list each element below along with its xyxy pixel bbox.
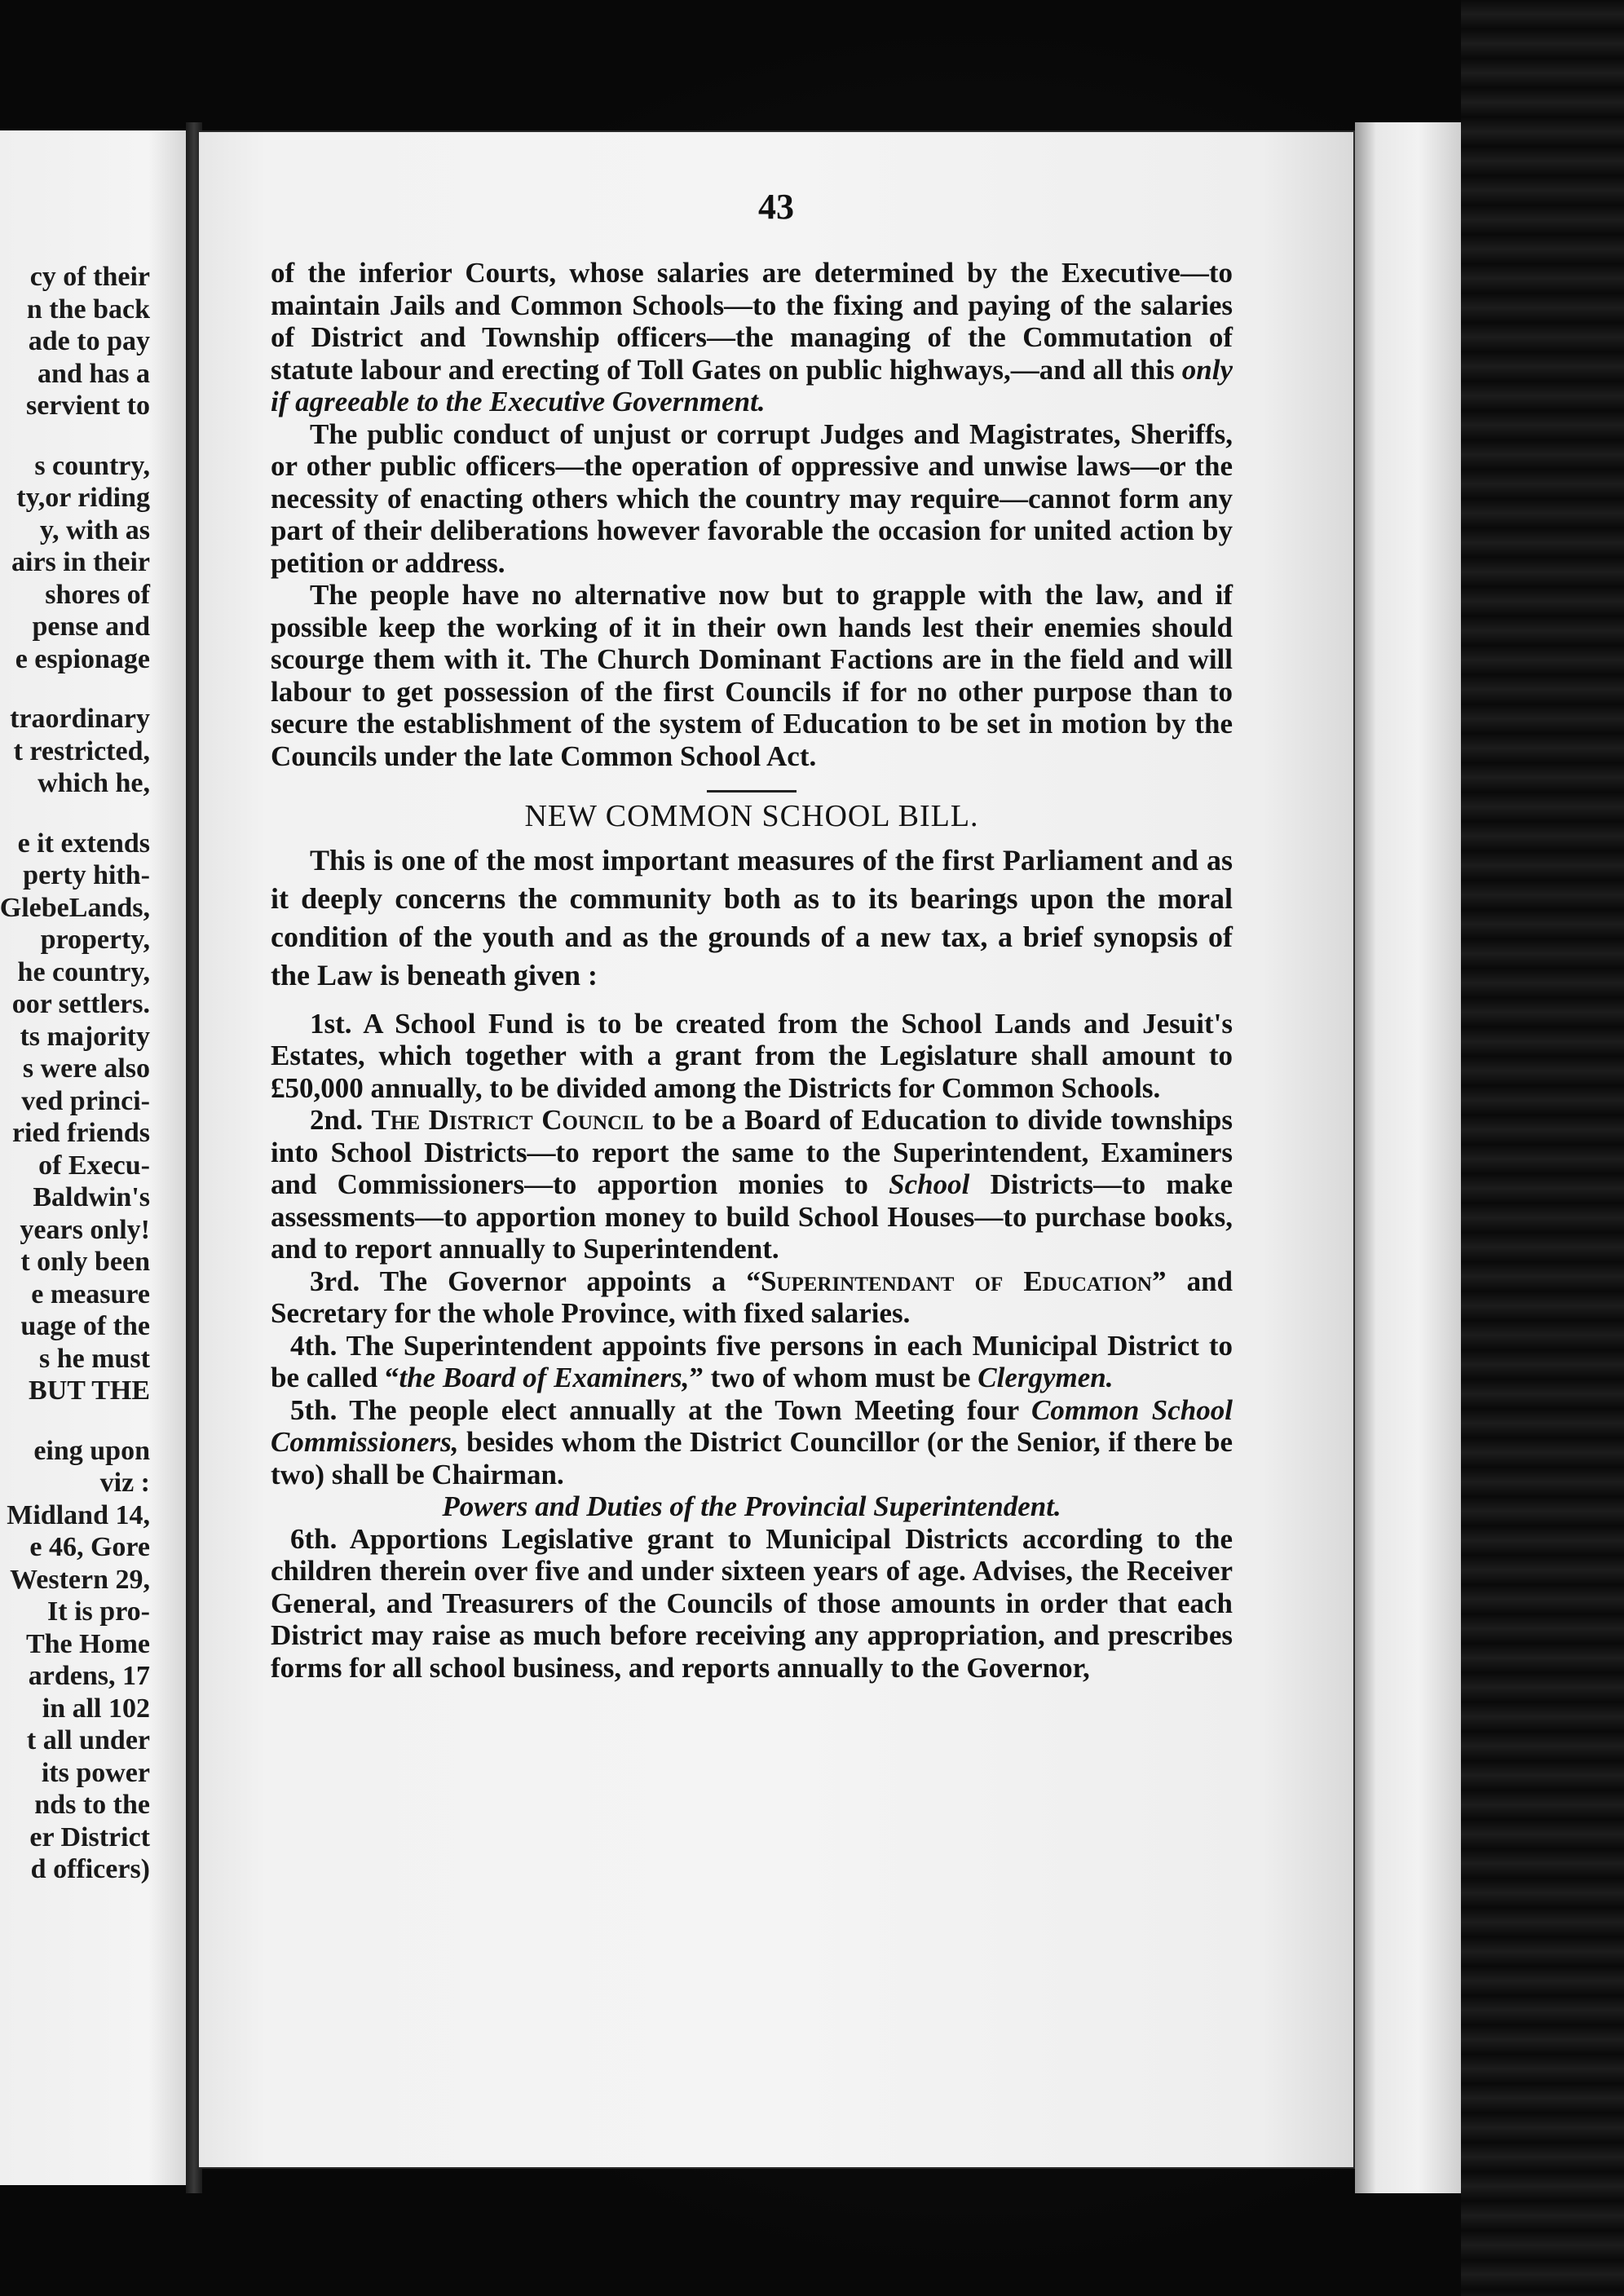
fragment-line: nds to the (34, 1790, 150, 1820)
fragment-line: which he, (38, 768, 150, 798)
fragment-line: e espionage (15, 643, 150, 674)
fragment-line: d officers) (30, 1854, 150, 1884)
item-text: 5th. The people elect annually at the Town Meeting four (290, 1393, 1032, 1426)
fragment-line: BUT THE (29, 1375, 150, 1406)
book-page (197, 130, 1355, 2169)
emphasis-text: only if agreeable to the Executive Government. (271, 353, 1233, 417)
fragment-line: The Home (25, 1628, 150, 1659)
fragment-line: shores of (45, 579, 150, 610)
item-text: ” and Secretary for the whole Province, with fixed salaries. (271, 1265, 1233, 1329)
fragment-line: t only been (20, 1247, 150, 1277)
fragment-line: It is pro- (47, 1596, 150, 1627)
fragment-line: uage of the (20, 1311, 150, 1341)
fragment-line: airs in their (11, 547, 150, 577)
fragment-line: s were also (22, 1053, 150, 1084)
bill-item-6: 6th. Apportions Legislative grant to Municipal Districts according to the children therein over five and under sixteen years of age. Advises, the Receiver General, and Treasurers of the Councils of those amounts in order that each District may raise as much before receiving any appropriation, and prescribes forms for all school business, and reports annually to the Governor, (271, 1522, 1233, 1684)
item-text: besides whom the District Councillor (or the Senior, if there be two) shall be Chairman. (271, 1426, 1233, 1490)
fragment-line: traordinary (10, 704, 150, 734)
fragment-line: perty hith- (23, 860, 150, 890)
item-text: 3rd. The Governor appoints a “ (310, 1265, 761, 1297)
fragment-line: Midland 14, (7, 1499, 150, 1530)
bill-item-2 (271, 1104, 1233, 1265)
page-body (271, 257, 1233, 1684)
fragment-gap (0, 1407, 150, 1435)
section-heading: NEW COMMON SCHOOL BILL. (524, 799, 979, 833)
small-caps-text: Superintendant of Education (760, 1265, 1152, 1297)
fragment-line: ty,or riding (16, 483, 150, 513)
fragment-line: he country, (17, 956, 150, 987)
page-number: 43 (758, 187, 794, 227)
fragment-line: s country, (34, 450, 150, 481)
emphasis-text: Common School Commissioners, (271, 1393, 1233, 1458)
emphasis-text: Clergymen. (977, 1362, 1114, 1393)
item-text: to be a Board of Education to divide townships into School Districts—to report the same to the Superintendent, Examiners and Commissioners—to apportion monies to (271, 1104, 1233, 1200)
fragment-gap (0, 800, 150, 828)
fragment-line: Western 29, (10, 1564, 150, 1595)
fragment-line: of Execu- (38, 1150, 150, 1181)
item-text: Districts—to make assessments—to apportion money to build School Houses—to purchase books, and to report annually to Superintendent. (271, 1168, 1233, 1265)
fragment-line: in all 102 (42, 1693, 150, 1724)
fragment-line: cy of their (29, 262, 150, 292)
fragment-line: ved princi- (21, 1085, 150, 1116)
fragment-line: oor settlers. (11, 989, 150, 1019)
book-cover-edge (1461, 0, 1624, 2296)
fragment-line: servient to (25, 391, 150, 421)
fragment-line: GlebeLands, (0, 892, 150, 923)
fragment-line: pense and (32, 612, 150, 642)
fragment-line: ried friends (11, 1118, 150, 1148)
item-text: 4th. The Superintendent appoints five persons in each Municipal District to be called “ (271, 1329, 1233, 1393)
bill-item-3 (271, 1265, 1233, 1330)
fragment-line: y, with as (39, 514, 150, 545)
item-number: 2nd. (310, 1104, 364, 1136)
paragraph-people-alternative: The people have no alternative now but to grapple with the law, and if possible keep the working of it in their own hands lest their enemies should scourge them with it. The Church Dominant Factions are in the field and will labour to get possession of the first Councils if for no other purpose than to secure the establishment of the system of Education to be set in motion by the Councils under the late Common School Act. (271, 579, 1233, 772)
paragraph-text: of the inferior Courts, whose salaries are determined by the Executive—to maintain Jails and Common Schools—to the fixing and paying of the salaries of District and Township officers—the managing of the Commutation of statute labour and erecting of Toll Gates on public highways,—and all this (271, 257, 1233, 386)
fragment-line: t all under (26, 1725, 150, 1755)
fragment-line: viz : (99, 1468, 150, 1498)
item-text: ” two of whom must be (689, 1362, 978, 1393)
fragment-gap (0, 675, 150, 703)
page-block-edge (1355, 122, 1461, 2193)
previous-page-fragment (0, 130, 186, 2185)
fragment-line: n the back (26, 294, 150, 325)
fragment-line: ts majority (20, 1021, 150, 1052)
fragment-line: er District (29, 1821, 150, 1852)
bill-item-4 (271, 1330, 1233, 1394)
fragment-line: Baldwin's (33, 1182, 150, 1212)
fragment-line: eing upon (33, 1435, 150, 1466)
fragment-line: t restricted, (13, 735, 150, 766)
fragment-gap (0, 422, 150, 450)
fragment-line: s he must (38, 1343, 150, 1374)
fragment-line: e measure (31, 1278, 150, 1309)
fragment-line: ardens, 17 (28, 1661, 150, 1691)
small-caps-text: The District Council (371, 1104, 644, 1136)
subsection-title-text: Powers and Duties of the Provincial Superintendent. (442, 1490, 1061, 1522)
emphasis-text: the Board of Examiners, (399, 1362, 690, 1393)
fragment-line: property, (40, 925, 150, 955)
paragraph-public-conduct: The public conduct of unjust or corrupt Judges and Magistrates, Sheriffs, or other public officers—the operation of oppressive and unwise laws—or the necessity of enacting others which the country may require—cannot form any part of their deliberations however favorable the occasion for united action by petition or address. (271, 417, 1233, 579)
bill-intro: This is one of the most important measures of the first Parliament and as it deeply concerns the community both as to its bearings upon the moral condition of the youth and as the grounds of a new tax, a brief synopsis of the Law is beneath given : (271, 843, 1233, 991)
emphasis-text: School (889, 1168, 970, 1200)
fragment-line: and has a (38, 358, 150, 389)
fragment-line: e 46, Gore (29, 1532, 150, 1562)
fragment-line: ade to pay (28, 326, 150, 356)
bill-item-1: 1st. A School Fund is to be created from the School Lands and Jesuit's Estates, which together with a grant from the Legislature shall amount to £50,000 annually, to be divided among the Districts for Common Schools. (271, 1007, 1233, 1104)
paragraph-continuation (271, 257, 1233, 418)
bill-item-5 (271, 1394, 1233, 1491)
fragment-line: e it extends (17, 828, 150, 859)
previous-page-text (0, 261, 150, 1886)
section-divider (707, 790, 797, 793)
fragment-line: years only! (20, 1214, 150, 1245)
fragment-line: its power (41, 1757, 150, 1788)
subsection-title (271, 1490, 1233, 1523)
